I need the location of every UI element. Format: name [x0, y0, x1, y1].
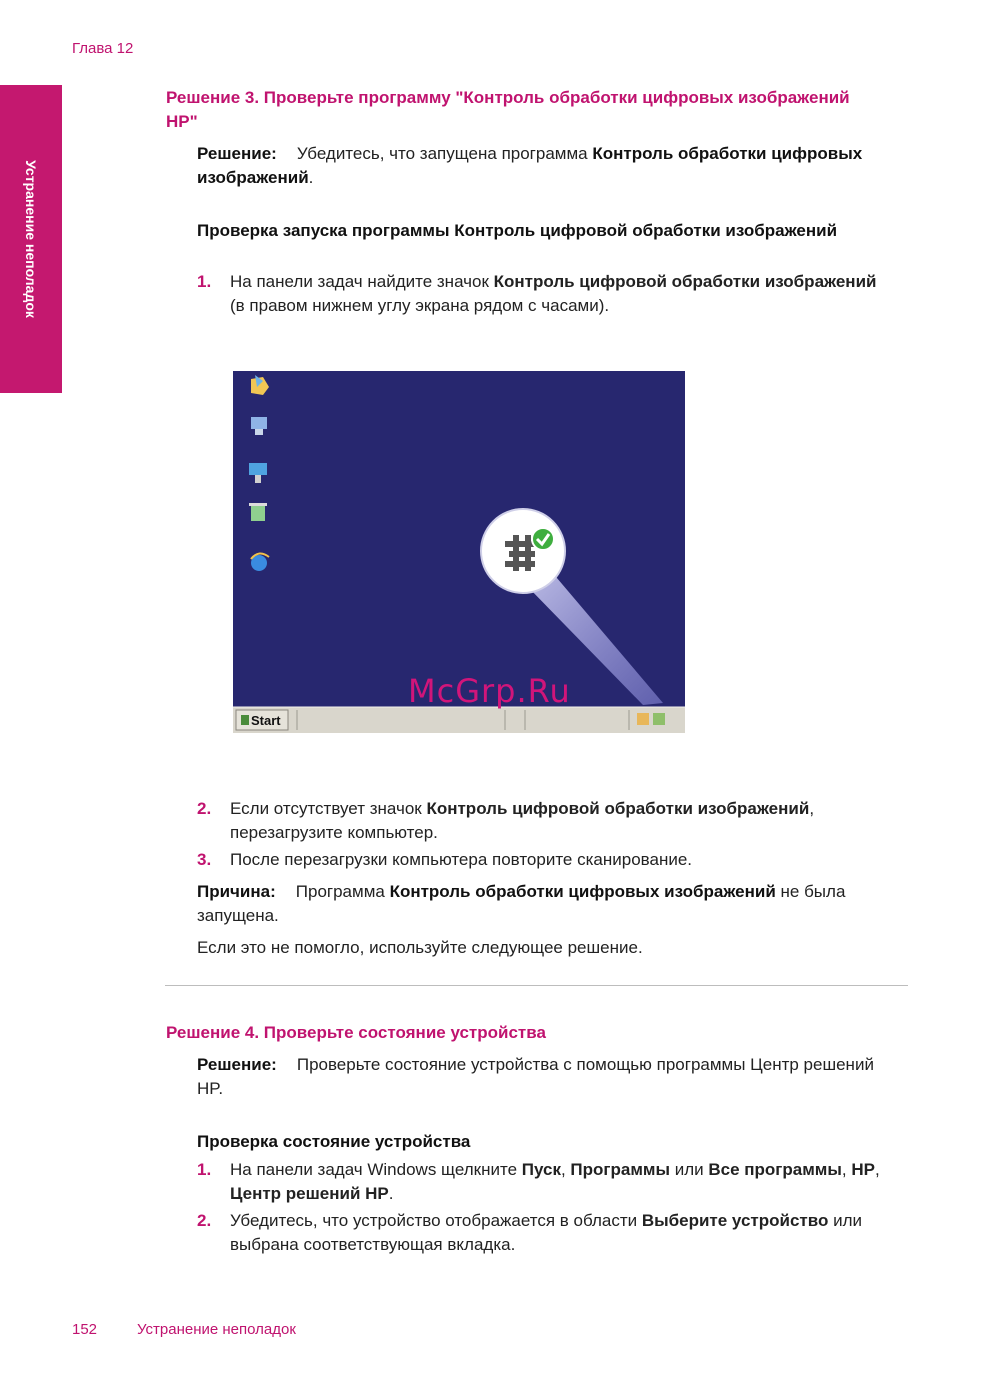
list-number: 1. — [197, 272, 212, 291]
step-text: Если отсутствует значок — [230, 799, 427, 818]
solution-program-name: Контроль обработки цифровых изображений — [197, 144, 863, 187]
step-text: или выбрана соответствующая вкладка. — [230, 1211, 862, 1254]
chapter-label: Глава 12 — [72, 40, 134, 57]
step-bold: HP — [851, 1160, 875, 1179]
next-solution-text: Если это не помогло, используйте следующее решение. — [197, 938, 643, 957]
step-text: или — [670, 1160, 709, 1179]
page-number: 152 — [72, 1321, 98, 1338]
step-bold: Выберите устройство — [641, 1211, 829, 1230]
check-subheading: Проверка запуска программы Контроль цифровой обработки изображений — [197, 221, 838, 240]
solution-text: Проверьте состояние устройства с помощью программы Центр решений HP. — [197, 1055, 874, 1098]
solution-label: Решение: — [197, 144, 277, 163]
cause-post: не была запущена. — [197, 882, 846, 925]
solution-4-heading: Решение 4. Проверьте состояние устройства — [166, 1023, 546, 1042]
tray-icon-2 — [653, 713, 665, 725]
footer-section-title: Устранение неполадок — [137, 1321, 296, 1338]
step-text: , — [874, 1160, 880, 1179]
solution-text: Убедитесь, что запущена программа — [296, 144, 593, 163]
solution-label: Решение: — [197, 1055, 277, 1074]
step-text: , — [560, 1160, 571, 1179]
taskbar — [233, 707, 685, 733]
step-text-end: (в правом нижнем углу экрана рядом с часами). — [230, 296, 610, 315]
step-text: . — [388, 1184, 394, 1203]
step-text: , — [841, 1160, 852, 1179]
step-text: Убедитесь, что устройство отображается в области — [230, 1211, 642, 1230]
step-text: На панели задач найдите значок — [230, 272, 494, 291]
step-text: После перезагрузки компьютера повторите сканирование. — [230, 850, 693, 869]
step-bold: Контроль цифровой обработки изображений — [493, 272, 877, 291]
step-bold: Все программы — [708, 1160, 842, 1179]
side-tab-label: Устранение неполадок — [23, 160, 39, 318]
list-number: 2. — [197, 1211, 212, 1230]
cause-pre: Программа — [295, 882, 390, 901]
cause-program-name: Контроль обработки цифровых изображений — [389, 882, 776, 901]
start-label: Start — [251, 713, 281, 728]
list-number: 1. — [197, 1160, 212, 1179]
step-text-end: , перезагрузите компьютер. — [230, 799, 815, 842]
list-number: 3. — [197, 850, 212, 869]
solution-end: . — [308, 168, 314, 187]
step-bold: Программы — [570, 1160, 670, 1179]
solution-3-heading: Решение 3. Проверьте программу "Контроль обработки цифровых изображений HP" — [166, 88, 850, 131]
solution-3-text — [197, 142, 897, 190]
watermark: McGrp.Ru — [408, 672, 571, 710]
list-number: 2. — [197, 799, 212, 818]
cause-label: Причина: — [197, 882, 276, 901]
checkmark-icon — [532, 528, 554, 550]
status-subheading: Проверка состояние устройства — [197, 1132, 471, 1151]
step-bold: Центр решений HP — [230, 1184, 389, 1203]
recycle-bin-icon — [249, 503, 267, 521]
step-bold: Пуск — [521, 1160, 561, 1179]
solution-4-text — [197, 1053, 897, 1101]
tray-icon-1 — [637, 713, 649, 725]
cause-text — [197, 880, 897, 928]
section-divider — [165, 985, 908, 986]
step-text: На панели задач Windows щелкните — [230, 1160, 522, 1179]
step-bold: Контроль цифровой обработки изображений — [426, 799, 810, 818]
side-section-tab — [0, 85, 62, 393]
